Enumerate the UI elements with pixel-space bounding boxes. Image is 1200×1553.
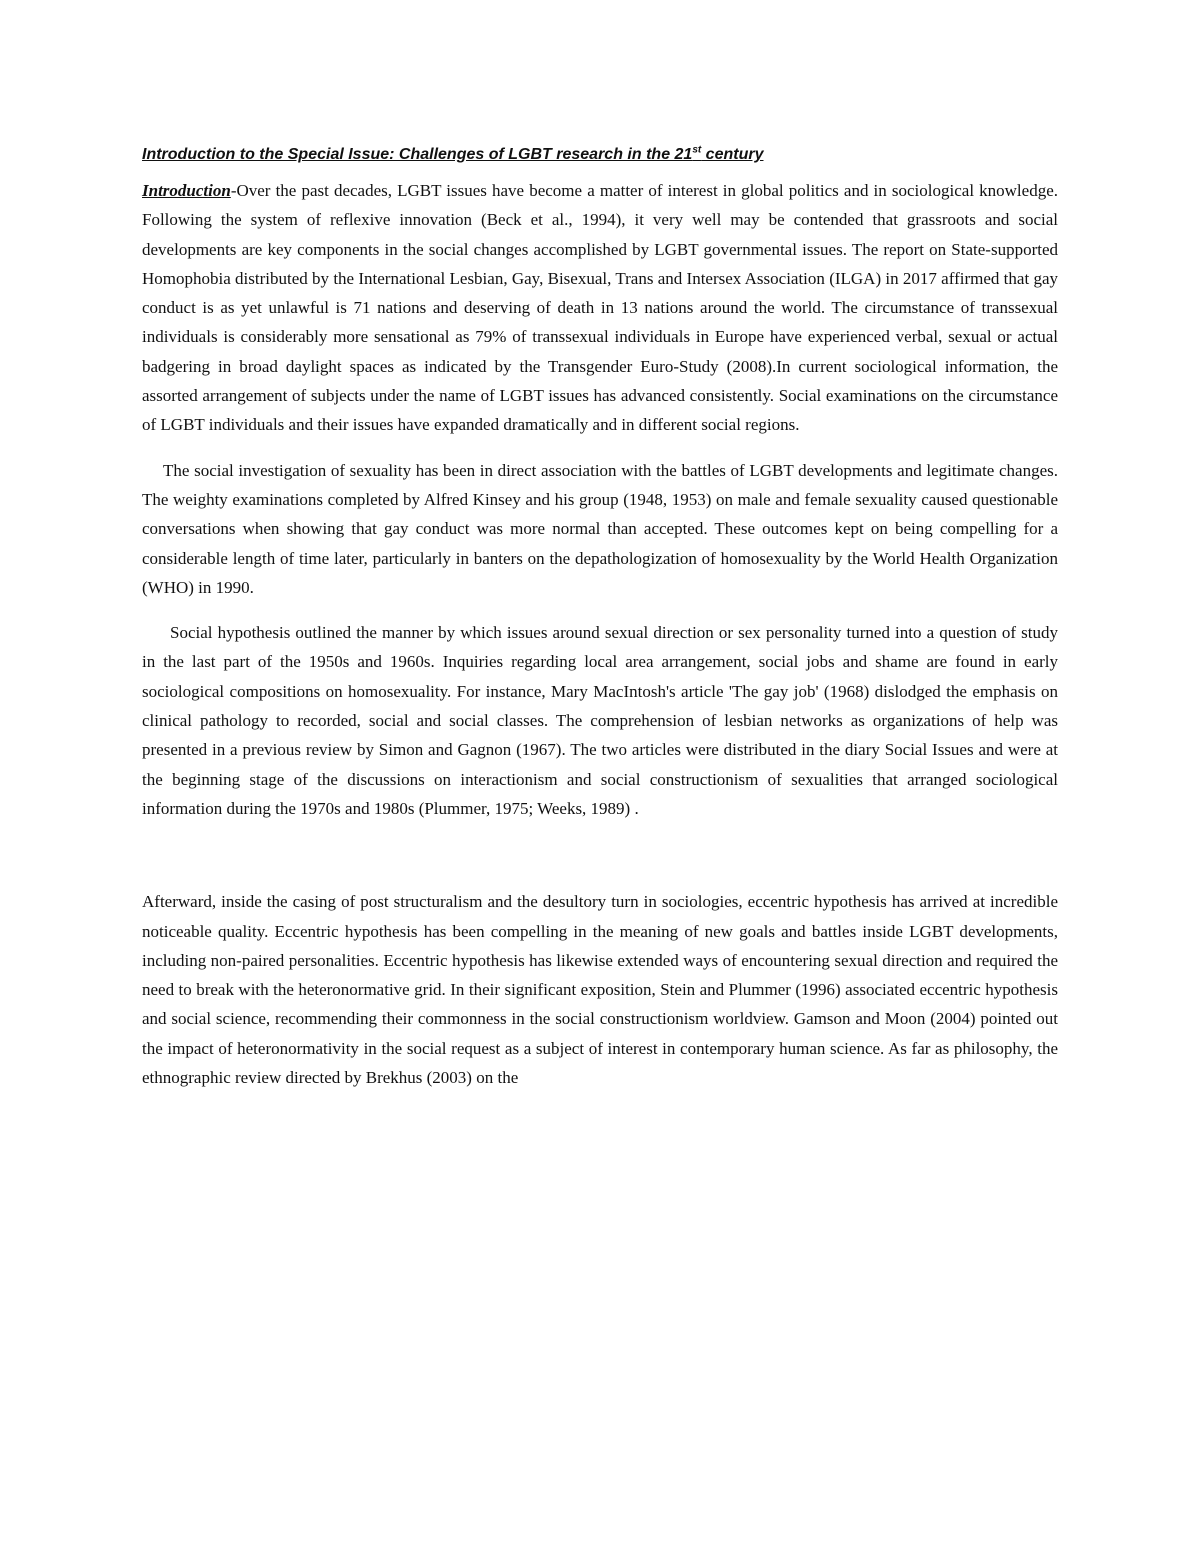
paragraph-afterward: Afterward, inside the casing of post structuralism and the desultory turn in sociologies, eccentric hypothesis has arrived at incredible noticeable quality. Eccentric hypothesis has been compelling in the meaning of new goals and battles inside LGBT developments, including non-paired personalities. Eccentric hypothesis has likewise extended ways of encountering sexual direction and required the need to break with the heteronormative grid. In their significant exposition, Stein and Plummer (1996) associated eccentric hypothesis and social science, recommending their commonness in the social constructionism worldview. Gamson and Moon (2004) pointed out the impact of heteronormativity in the social request as a subject of interest in contemporary human science. As far as philosophy, the ethnographic review directed by Brekhus (2003) on the [142,892,1058,1088]
paragraph-lead-in: Introduction [142,181,231,200]
document-body [142,140,1058,1092]
title-end: century [701,146,764,163]
paragraph-social-hypothesis: Social hypothesis outlined the manner by which issues around sexual direction or sex personality turned into a question of study in the last part of the 1950s and 1960s. Inquiries regarding local area arrangement, social jobs and shame are found in early sociological compositions on homosexuality. For instance, Mary MacIntosh's article 'The gay job' (1968) dislodged the emphasis on clinical pathology to recorded, social and social classes. The comprehension of lesbian networks as organizations of help was presented in a previous review by Simon and Gagnon (1967). The two articles were distributed in the diary Social Issues and were at the beginning stage of the discussions on interactionism and social constructionism of sexualities that arranged sociological information during the 1970s and 1980s (Plummer, 1975; Weeks, 1989) . [142,623,1058,818]
document-title [142,140,1058,170]
paragraph-text: -Over the past decades, LGBT issues have become a matter of interest in global politics and in sociological knowledge. Following the system of reflexive innovation (Beck et al., 1994), it very well may be contended that grassroots and social developments are key components in the social changes accomplished by LGBT governmental issues. The report on State-supported Homophobia distributed by the International Lesbian, Gay, Bisexual, Trans and Intersex Association (ILGA) in 2017 affirmed that gay conduct is as yet unlawful is 71 nations and deserving of death in 13 nations around the world. The circumstance of transsexual individuals is considerably more sensational as 79% of transsexual individuals in Europe have experienced verbal, sexual or actual badgering in broad daylight spaces as indicated by the Transgender Euro-Study (2008).In current sociological information, the assorted arrangement of subjects under the name of LGBT issues has advanced consistently. Social examinations on the circumstance of LGBT individuals and their issues have expanded dramatically and in different social regions. [142,181,1058,435]
title-main: Introduction to the Special Issue: Challenges of LGBT research in the 21 [142,146,693,163]
paragraph-social-investigation: The social investigation of sexuality has been in direct association with the battles of LGBT developments and legitimate changes. The weighty examinations completed by Alfred Kinsey and his group (1948, 1953) on male and female sexuality caused questionable conversations when showing that gay conduct was more normal than accepted. These outcomes kept on being compelling for a considerable length of time later, particularly in banters on the depathologization of homosexuality by the World Health Organization (WHO) in 1990. [142,460,1058,597]
title-superscript: st [692,144,702,156]
paragraph-introduction [142,176,1058,440]
